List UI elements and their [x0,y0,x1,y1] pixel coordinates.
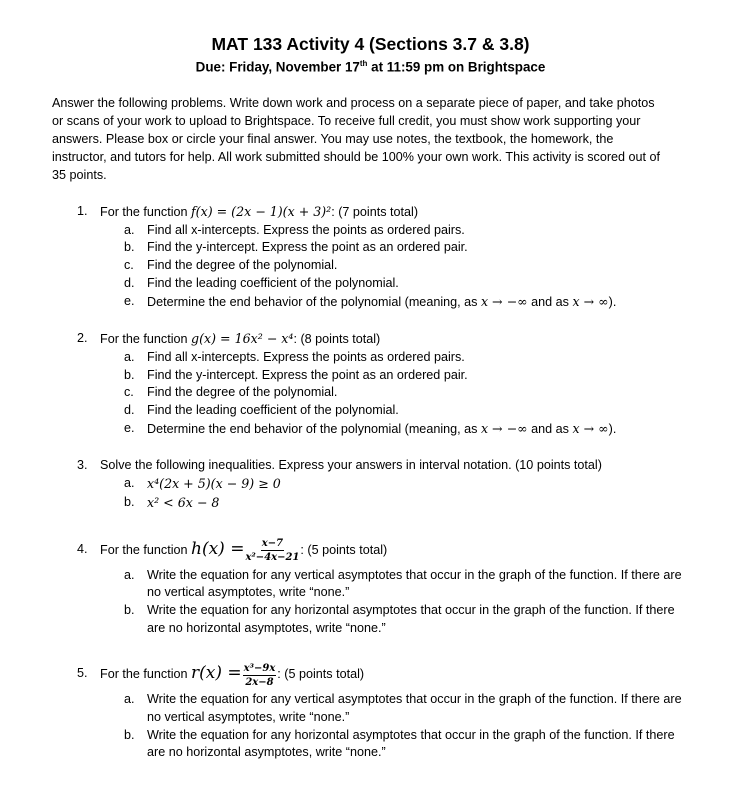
due-suffix: at 11:59 pm on Brightspace [367,59,546,75]
text: Solve the following inequalities. Express your answers in interval notation. (10 points total) [100,458,602,473]
text: Find the degree of the polynomial. [147,385,338,400]
problem-2 [52,330,692,438]
sub-question [52,420,692,439]
text: and as [527,294,573,309]
sub-question [52,475,692,494]
fraction [245,537,299,564]
function-name: r(x) = [191,663,242,684]
sub-letter: b. [124,602,135,617]
problem-list [52,203,692,781]
problem-4 [52,532,692,638]
text: Determine the end behavior of the polynomial (meaning, as [147,294,481,309]
sub-question [52,494,692,513]
math-expression: x → ∞ [572,420,609,436]
text: Find the degree of the polynomial. [147,258,338,273]
problem-statement [52,656,692,691]
text: Find all x-intercepts. Express the points as ordered pairs. [147,222,465,237]
sub-question [52,293,692,312]
problem-statement [52,203,692,222]
fraction-numerator: x−7 [261,537,284,549]
text: : (5 points total) [277,667,365,682]
problem-3 [52,457,692,512]
sub-letter: b. [124,727,135,742]
text: : (5 points total) [300,542,388,557]
problem-number: 2. [77,331,88,346]
sub-letter: a. [124,349,135,364]
text: Write the equation for any vertical asymptotes that occur in the graph of the function. If there are no vertical asymptotes, write “none.” [147,567,682,600]
problem-statement [52,457,692,475]
sub-letter: c. [124,385,134,400]
fraction-denominator: x²−4x−21 [245,551,300,563]
due-date [0,59,741,74]
text: Write the equation for any horizontal asymptotes that occur in the graph of the function. If there are no horizontal asymptotes, write “none.” [147,727,675,760]
fraction [243,662,277,689]
sub-letter: b. [124,494,135,509]
text: : (7 points total) [331,205,419,219]
text: Find all x-intercepts. Express the points as ordered pairs. [147,349,465,364]
instructions: Answer the following problems. Write down work and process on a separate piece of paper, and take photos or scans of your work to upload to Brightspace. To receive full credit, you must show work supporting your answers. Please box or circle your final answer. You may use notes, the textbook, the homework, the instructor, and tutors for help. All work submitted should be 100% your own work. This activity is scored out of 35 points. [52,96,661,182]
text: Find the leading coefficient of the polynomial. [147,403,399,418]
problem-statement [52,532,692,567]
sub-letter: a. [124,567,135,582]
sub-question [52,384,692,402]
sub-letter: b. [124,367,135,382]
problem-number: 5. [77,666,88,681]
sub-letter: c. [124,258,134,273]
math-expression: g(x) = 16x² − x⁴ [191,331,294,347]
sub-question [52,257,692,275]
problem-number: 4. [77,541,88,556]
due-sup: th [359,59,368,68]
problem-number: 3. [77,458,88,473]
sub-question [52,222,692,240]
text: ). [608,421,617,436]
sub-letter: a. [124,476,135,491]
text: Find the leading coefficient of the polynomial. [147,275,399,290]
text: ). [608,294,617,309]
sub-question [52,402,692,420]
math-expression: f(x) = (2x − 1)(x + 3)² [191,204,332,219]
sub-letter: d. [124,275,135,290]
math-expression: x → −∞ [480,420,528,436]
sub-letter: e. [124,293,135,308]
sub-letter: a. [124,222,135,237]
problem-5 [52,656,692,762]
sub-question [52,691,692,726]
problem-1 [52,203,692,311]
fraction-numerator: x³−9x [243,662,276,674]
math-expression: x⁴(2x + 5)(x − 9) ≥ 0 [147,476,281,492]
sub-question [52,349,692,367]
text: For the function [100,205,192,219]
sub-question [52,602,692,637]
sub-letter: a. [124,692,135,707]
function-name: h(x) = [191,538,245,559]
sub-letter: e. [124,420,135,435]
sub-letter: b. [124,240,135,255]
fraction-denominator: 2x−8 [245,676,274,688]
text: Write the equation for any vertical asymptotes that occur in the graph of the function. If there are no vertical asymptotes, write “none.” [147,692,682,725]
text: Determine the end behavior of the polynomial (meaning, as [147,421,481,436]
text: For the function [100,332,192,347]
due-prefix: Due: Friday, November 17 [195,59,360,75]
problem-statement [52,330,692,349]
problem-number: 1. [77,204,88,218]
sub-letter: d. [124,403,135,418]
sub-question [52,567,692,602]
math-expression: x → −∞ [480,293,528,309]
math-expression: x² < 6x − 8 [147,494,220,510]
text: Find the y-intercept. Express the point as an ordered pair. [147,367,468,382]
sub-question [52,239,692,257]
sub-question [52,727,692,762]
math-expression: x → ∞ [572,293,609,309]
text: and as [527,421,573,436]
text: : (8 points total) [293,332,381,347]
page-title: MAT 133 Activity 4 (Sections 3.7 & 3.8) [211,34,530,54]
text: For the function [100,667,192,682]
sub-question [52,275,692,293]
text: Write the equation for any horizontal asymptotes that occur in the graph of the function. If there are no horizontal asymptotes, write “none.” [147,602,675,635]
text: Find the y-intercept. Express the point as an ordered pair. [147,240,468,255]
sub-question [52,367,692,385]
text: For the function [100,542,192,557]
